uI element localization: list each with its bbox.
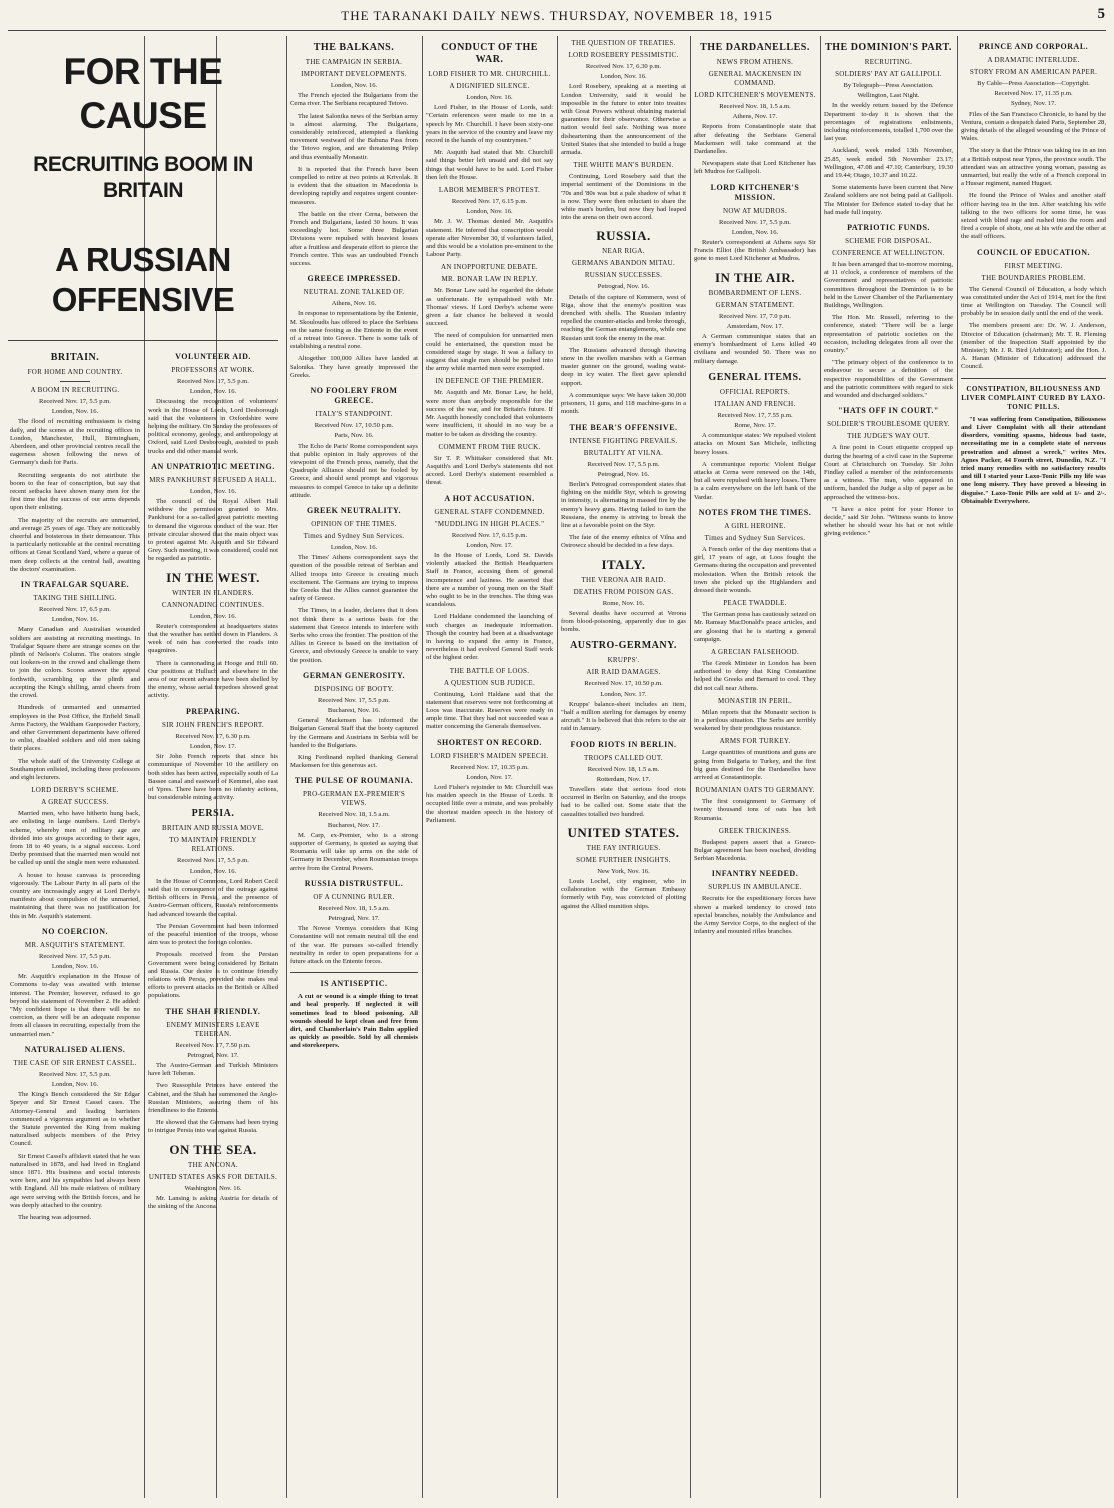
paragraph: Mr. Bonar Law said he regarded the debate as unfortunate. He sympathised with Mr. Thomas' views. If Lord Derby's scheme were given a fair chance he believed it would succeed. <box>426 287 553 328</box>
subheading: THE QUESTION OF TREATIES. <box>571 39 676 47</box>
subheading: THE CAMPAIGN IN SERBIA. <box>305 58 403 66</box>
paragraph: Auckland, week ended 13th November, 25.85, week ended 5th November 23.17; Wellington, 47.08 and 47.10; Canterbury, 19.30 and 19.44; Otago, 10.37 and 10.22. <box>824 147 953 180</box>
dateline: Received Nov. 18, 1.5 a.m. <box>318 904 390 912</box>
subheading: THE CASE OF SIR ERNEST CASSEL. <box>13 1058 137 1067</box>
paragraph: Sir John French reports that since his communique of November 10 the artillery on both sides has been active, especially south of La Bassee canal and eastward of Kemmel, also east of Ypres. There have been no infantry actions, but considerable mining activity. <box>148 753 278 802</box>
column-rule <box>557 36 558 1498</box>
heading: THE BEAR'S OFFENSIVE. <box>569 422 678 432</box>
subheading: FOR HOME AND COUNTRY. <box>27 368 123 376</box>
paragraph: It is reported that the French have been compelled to retire at two points at Krivolak. It is evident that the situation in Macedonia is developing rapidly and requires urgent counter-measures. <box>290 165 418 206</box>
subheading: A DIGNIFIED SILENCE. <box>449 82 530 90</box>
dateline: Rome, Nov. 17. <box>734 422 776 430</box>
paragraph: A communique states: We repulsed violent attacks on Mount San Michele, inflicting heavy losses. <box>694 432 816 456</box>
dateline: London, Nov. 17. <box>189 742 237 750</box>
dateline: London, Nov. 16. <box>189 388 237 396</box>
paragraph: Berlin's Petrograd correspondent states that fighting on the middle Styr, which is growing in intensity, is alternating in massed fire by the enemy's heavy guns. Having failed to turn the Russians, the enemy is striving to break the line at a favorable point on the Styr. <box>561 480 686 529</box>
subheading: ARMS FOR TURKEY. <box>719 737 791 746</box>
heading: NATURALISED ALIENS. <box>24 1044 126 1054</box>
paragraph: Mr. J. W. Thomas denied Mr. Asquith's statement. He inferred that conscription would operate after November 30, if volunteers failed, and this would be a violation pre-eminent to the Labour Party. <box>426 218 553 259</box>
subheading: A GIRL HEROINE. <box>724 521 786 530</box>
subheading: TAKING THE SHILLING. <box>33 594 117 603</box>
heading: SHORTEST ON RECORD. <box>437 737 542 747</box>
dateline: Received Nov. 17, 6.15 p.m. <box>451 531 528 539</box>
paragraph: The German press has cautiously seized on Mr. Ramsay MacDonald's peace articles, and are glossing that he is starting a general campaign. <box>694 611 816 643</box>
subheading: NEWS FROM ATHENS. <box>716 58 794 66</box>
paragraph: Budapest papers assert that a Graeco-Bulgar agreement has been reached, dividing Serbian Macedonia. <box>694 838 816 863</box>
subheading: SOLDIERS' PAY AT GALLIPOLI. <box>835 70 942 78</box>
subheading: FIRST MEETING. <box>1004 261 1063 270</box>
paragraph: Sir Ernest Cassel's affidavit stated that he was naturalised in 1878, and had lived in England since 1871. His business and social interests were here, and his sympathies had always been with England. All his male relatives of military age were serving with the British forces, and he was deeply attached to the country. <box>10 1152 140 1209</box>
subheading: SOLDIER'S TROUBLESOME QUERY. <box>827 420 950 429</box>
paragraph: M. Carp, ex-Premier, who is a strong supporter of Germany, is quoted as saying that Roumania will take up arms on the side of Germany in December, when Roumanian troops arrive from the Central Powers. <box>290 831 418 872</box>
dateline: Received Nov. 17, 5.5 p.m. <box>318 696 390 704</box>
dateline: Received Nov. 18, 1.5 a.m. <box>587 765 660 773</box>
heading: GERMAN GENEROSITY. <box>302 670 406 680</box>
dateline: Received Nov. 17, 6.30 p.m. <box>585 63 662 70</box>
paragraph: The first consignment to Germany of twenty thousand tons of oats has left Roumania. <box>694 798 816 822</box>
subheading: AIR RAID DAMAGES. <box>586 668 661 677</box>
dateline: Received Nov. 17, 11.35 p.m. <box>994 90 1073 98</box>
subheading: LORD ROSEBERY PESSIMISTIC. <box>568 51 679 59</box>
subheading: A BOOM IN RECRUITING. <box>30 386 120 394</box>
paragraph: In response to representations by the Entente, M. Skouloudis has offered to place the Serbians on the same footing as the Entente in the event of a retreat into Greece. There is some talk of establishing a neutral zone. <box>290 310 418 351</box>
dateline: Received Nov. 17, 5.5 p.m. <box>39 1070 111 1078</box>
dateline: London, Nov. 16. <box>330 82 378 89</box>
subheading: GERMAN STATEMENT. <box>715 300 795 309</box>
subheading: ROUMANIAN OATS TO GERMANY. <box>695 786 815 795</box>
dateline: Petrograd, Nov. 16. <box>597 470 650 478</box>
paragraph: The latest Salonika news of the Serbian army is almost alarming. The Bulgarians, considerably reinforced, attempted a flanking movement westward of the Babuna Pass from the Tetovo region, and are threatening Prilep and thus eventually Monastir. <box>290 112 418 161</box>
paragraph: The battle on the river Cerna, between the French and Bulgarians, lasted 30 hours. It was exceedingly hot. Some three Bulgarian Divisions were repulsed with heaviest losses after a fruitless and desperate effort to pierce the French centre. This was an undoubted French success. <box>290 210 418 268</box>
heading: GREEK NEUTRALITY. <box>306 505 401 515</box>
dateline: Rotterdam, Nov. 17. <box>596 775 651 783</box>
headline-recruiting-boom: RECRUITING BOOM IN BRITAIN <box>33 153 253 202</box>
paragraph: The majority of the recruits are unmarried, and average 25 years of age. They are noticeably cheerful and boisterous in their demeanour. This is particularly noticeable at the central recruiting offices at Great Scotland Yard, where a queue of men deep collects at the central hall, awaiting the doctors' examination. <box>10 516 140 573</box>
dateline: Athens, Nov. 16. <box>331 300 377 308</box>
dateline: Received Nov. 17, 6.15 p.m. <box>451 198 528 206</box>
dateline: Received Nov. 17, 5.5 p.m. <box>177 378 249 385</box>
column-rule <box>286 36 287 1498</box>
paragraph: A communique says: We have taken 30,000 prisoners, 11 guns, and 118 machine-guns in a month. <box>561 391 686 416</box>
dateline: Rome, Nov. 16. <box>602 599 645 607</box>
heading: PERSIA. <box>191 808 235 820</box>
subheading: BRUTALITY AT VILNA. <box>583 448 664 457</box>
subheading: SIR JOHN FRENCH'S REPORT. <box>162 720 264 729</box>
heading: THE PULSE OF ROUMANIA. <box>294 776 414 786</box>
dateline: Received Nov. 17, 7.55 p.m. <box>717 411 793 419</box>
dateline: London, Nov. 16. <box>51 408 99 416</box>
heading: AUSTRO-GERMANY. <box>570 640 677 652</box>
heading: PRINCE AND CORPORAL. <box>978 42 1089 51</box>
column-balkans <box>290 36 418 1498</box>
dateline: Bucharest, Nov. 16. <box>327 706 381 714</box>
dateline: Bucharest, Nov. 17. <box>327 821 381 829</box>
subheading: THE WHITE MAN'S BURDEN. <box>573 161 674 170</box>
heading: VOLUNTEER AID. <box>175 352 251 361</box>
paragraph: It has been arranged that to-morrow morning, at 11 o'clock, a conference of members of the Government and representatives of patriotic committees throughout the Dominion is to be held in the Lower Chamber of the Parliamentary Buildings, Wellington. <box>824 261 953 310</box>
dateline: Petrograd, Nov. 17. <box>328 915 380 923</box>
dateline: Received Nov. 17, 10.50 p.m. <box>314 422 394 430</box>
dateline: Amsterdam, Nov. 17. <box>726 322 784 330</box>
subheading: Times and Sydney Sun Services. <box>303 531 405 540</box>
heading: FOOD RIOTS IN BERLIN. <box>570 739 677 749</box>
paragraph: A fine point in Court etiquette cropped up during the hearing of a civil case in the Supreme Court at Christchurch on Tuesday. Sir John Findlay called a member of the reinforcements as a witness. The man, who appeared in uniform, handed the Judge a slip of paper as he approached the witness-box. <box>824 444 953 501</box>
subheading: BOMBARDMENT OF LENS. <box>708 288 802 297</box>
heading: NOTES FROM THE TIMES. <box>698 507 812 517</box>
paragraph: The council of the Royal Albert Hall withdrew the permission granted to Mrs. Pankhurst for a so-called great patriotic meeting to demand the vigorous conduct of the war. Her private circular showed that the main object was to protest against Mr. Asquith and Sir Edward Grey. Such meeting, it was considered, could not be regarded as patriotic. <box>148 498 278 563</box>
dateline: Received Nov. 17, 6.5 p.m. <box>39 606 111 614</box>
column-dardanelles <box>694 36 816 1498</box>
subheading: ENEMY MINISTERS LEAVE TEHERAN. <box>166 1020 260 1038</box>
subheading: RUSSIAN SUCCESSES. <box>584 271 663 280</box>
subheading: DISPOSING OF BOOTY. <box>314 684 394 693</box>
paragraph: Continuing, Lord Rosebery said that the imperial sentiment of the Dominions in the '70s and '80s was but a pale shadow of what it is now. They were then reluctant to share the white man's burden, but now they had leaped into the arena on their own accord. <box>561 173 686 222</box>
heading: ON THE SEA. <box>169 1141 257 1157</box>
paragraph: Altogether 100,000 Allies have landed at Salonika. They have greatly impressed the Greeks. <box>290 355 418 379</box>
advertisement: A cut or wound is a simple thing to treat and heal properly. If neglected it will sometimes lead to blood poisoning. All wounds should be kept clean and free from dirt, and Chamberlain's Pain Balm applied as quickly as possible. Sold by all chemists and storekeepers. <box>290 993 418 1050</box>
paragraph: The members present are: Dr. W. J. Anderson, Director of Education (chairman); Mr. T. R. Fleming (member of the Inspection Staff appointed by the Minister); Mr. J. R. Bird (Arbitrator); and the Hon. J. A. Hanan (Minister of Education) addressed the Council. <box>961 322 1106 371</box>
heading-britain: BRITAIN. <box>50 352 100 363</box>
paragraph: Lord Haldane condemned the launching of such charges as inadequate information. Though the country had been at a disadvantage in having to expand the army in France, nevertheless it had evolved General Staff work of the highest order. <box>426 613 553 662</box>
heading: THE SHAH FRIENDLY. <box>165 1006 261 1016</box>
paragraph: In the House of Commons, Lord Robert Cecil said that in consequence of the outrage against British officers in Persia, and the presence of Austro-German officers, Russia's reinforcements had advanced towards the capital. <box>148 877 278 918</box>
dateline: Received Nov. 17, 10.50 p.m. <box>584 680 663 688</box>
subheading: SURPLUS IN AMBULANCE. <box>708 883 802 892</box>
heading: IN THE AIR. <box>714 269 796 285</box>
dateline: London, Nov. 16. <box>189 487 237 495</box>
subheading: OF A CUNNING RULER. <box>313 892 395 901</box>
paragraph: In the House of Lords, Lord St. Davids violently attacked the British Headquarters Staff in France, accusing them of general incompetence and laziness. He asserted that there are a number of young men on the Staff who ought to be in the trenches. The thing was scandalous. <box>426 551 553 609</box>
lead-headlines <box>8 36 278 336</box>
subheading: ITALIAN AND FRENCH. <box>714 399 796 408</box>
heading: IN THE WEST. <box>166 569 260 585</box>
heading: RUSSIA. <box>596 228 651 244</box>
subheading: LORD KITCHENER'S MOVEMENTS. <box>694 91 816 99</box>
subheading: GENERAL STAFF CONDEMNED. <box>434 507 545 516</box>
subheading: THE JUDGE'S WAY OUT. <box>847 432 930 441</box>
heading: NO COERCION. <box>41 926 108 936</box>
paragraph: Mr. Lansing is asking Austria for details of the sinking of the Ancona. <box>148 1194 278 1210</box>
paragraph: The story is that the Prince was taking tea in an inn at a British outpost near Ypres, the province south. The attendant was an attractive young woman, passing as unmarried, but really the wife of a French corporal in a Hussar regiment, named Huguet. <box>961 147 1106 188</box>
subheading: RECRUITING. <box>864 58 913 66</box>
dateline: London, Nov. 16. <box>189 867 237 875</box>
subheading: KRUPPS'. <box>607 656 640 665</box>
column-rule <box>690 36 691 1498</box>
subheading: MR. BONAR LAW IN REPLY. <box>441 275 538 284</box>
subheading: WINTER IN FLANDERS. <box>172 588 254 597</box>
paragraph: The King's Bench considered the Sir Edgar Speyer and Sir Ernest Cassel cases. The Attorney-General and leading barristers commenced a vigorous argument as to whether the Statute prevented the King from making naturalised subjects members of the Privy Council. <box>10 1091 140 1148</box>
dateline: London, Nov. 16. <box>51 1081 99 1088</box>
headline-for-the-cause: FOR THE CAUSE <box>63 51 223 136</box>
paragraph: The hearing was adjourned. <box>18 1214 92 1222</box>
column-dominion <box>824 36 953 1498</box>
subheading: IN DEFENCE OF THE PREMIER. <box>435 377 544 386</box>
paragraph: The Novoe Vremya considers that King Constantine will not remain neutral till the end of the war. He pursues so-called friendly neutrality in order to open preparations for a future attack on the Entente forces. <box>290 925 418 966</box>
dateline: Received Nov. 18, 1.5 a.m. <box>719 103 791 110</box>
subheading: THE ANCONA. <box>188 1160 238 1169</box>
column-rule <box>820 36 821 1498</box>
paragraph: He found the Prince of Wales and another staff officer having tea in the inn. After watching his wife talking to the two officers for some time, he was seized with blind rage and rushed into the room and fired a couple of shots, one at his wife and the other at the staff officers. <box>961 192 1106 241</box>
subheading: NEUTRAL ZONE TALKED OF. <box>303 288 405 297</box>
subheading: THE VERONA AIR RAID. <box>581 575 666 584</box>
masthead-rule <box>8 30 1106 31</box>
subheading: A DRAMATIC INTERLUDE. <box>987 56 1080 64</box>
heading: THE BALKANS. <box>313 42 395 53</box>
paragraph: Krupps' balance-sheet includes an item, "half a million sterling for damages by enemy aircraft." It is believed that this refers to the air raid in January. <box>561 700 686 733</box>
paragraph: Several deaths have occurred at Verona from blood-poisoning, apparently due to gas bombs. <box>561 609 686 634</box>
subheading: "MUDDLING IN HIGH PLACES." <box>434 519 545 528</box>
dateline: Received Nov. 18, 1.5 a.m. <box>318 811 390 819</box>
dateline: Received Nov. 17, 5.5 p.m. <box>719 218 791 226</box>
paragraph: King Ferdinand replied thanking General Mackensen for this generous act. <box>290 753 418 770</box>
dateline: London, Nov. 16. <box>731 228 779 236</box>
subheading: OPINION OF THE TIMES. <box>311 519 397 528</box>
paragraph: Mr. Asquith and Mr. Bonar Law, he held, were more than anybody responsible for the success of the war, and for Britain's future. If Mr. Asquith honestly concluded that volunteers were insufficient, it should in no way be a matter to be taken as dividing the country. <box>426 389 553 438</box>
heading: GREECE IMPRESSED. <box>307 274 401 284</box>
column-britain <box>10 346 140 1498</box>
page-number: 5 <box>1097 6 1106 22</box>
paragraph: The flood of recruiting enthusiasm is rising daily, and the scenes at the recruiting offices in London, Manchester, Hull, Birmingham, Aberdeen, and other provincial centres recall the eagerness shown following the news of Germany's dash for Paris. <box>10 418 140 467</box>
heading: CONDUCT OF THE WAR. <box>441 42 538 65</box>
paragraph: "The primary object of the conference is to endeavour to secure a definition of the respective responsibilities of the Government and the patriotic committees with regard to sick and wounded and discharged soldiers." <box>824 359 953 400</box>
paragraph: Large quantities of munitions and guns are going from Bulgaria to Turkey, and the first big guns destined for the Dardanelles have arrived at Constantinople. <box>694 749 816 781</box>
paragraph: The Times, in a leader, declares that it does not think there is a serious basis for the statement that Greece intends to interfere with Serbs who cross the frontier. The position of the Allies in Greece is based on the invitation of Greece, and obviously Greece is unable to vary the position. <box>290 607 418 664</box>
paragraph: Lord Fisher, in the House of Lords, said: "Certain references were made to me in a speech by Mr. Churchill. I have been sixty-one years in the service of the country and leave my record in the hands of my countrymen." <box>426 104 553 145</box>
dateline: New York, Nov. 16. <box>597 867 650 875</box>
subheading: INTENSE FIGHTING PREVAILS. <box>569 436 678 445</box>
paragraph: Reuter's correspondent at Athens says Sir Francis Elliot (the British Ambassador) has gone to meet Lord Kitchener at Mudros. <box>694 239 816 263</box>
paragraph: The Echo de Paris' Rome correspondent says that public opinion in Italy approves of the viewpoint of the French press, namely, that the Quadruple Alliance should not be fooled by Greece, and should send prompt and vigorous measures to compel Greece to take up a definite attitude. <box>290 442 418 499</box>
heading: A HOT ACCUSATION. <box>444 493 535 503</box>
subheading: PRO-GERMAN EX-PREMIER'S VIEWS. <box>302 790 406 808</box>
paragraph: In the weekly return issued by the Defence Department to-day it is shown that the percentages of registrations enlistments, including reinforcements, totalled 1,700 over the last year. <box>824 102 953 143</box>
paragraph: Continuing, Lord Haldane said that the statement that reserves were not forthcoming at Loos was inaccurate. Reserves were ready in ample time. That they had not succeeded was a matter concerning the Generals themselves. <box>426 690 553 731</box>
paragraph: Married men, who have hitherto hung back, are enlisting in large numbers. Lord Derby's scheme, whereby men of military age are divided into six groups according to their ages, from 18 to 40 years, is a signal success. Lord Derby promised that the married men would not be called up until the single men were exhausted. <box>10 810 140 867</box>
dateline: Athens, Nov. 17. <box>732 113 778 121</box>
column-rule <box>422 36 423 1498</box>
subheading: LORD FISHER TO MR. CHURCHILL. <box>428 70 551 78</box>
paragraph: Files of the San Francisco Chronicle, to hand by the Ventura, contain a despatch dated Paris, September 28, giving details of the alleged wounding of the Prince of Wales. <box>961 110 1106 143</box>
masthead <box>8 8 1106 26</box>
subheading: TROOPS CALLED OUT. <box>584 753 663 762</box>
dateline: London, Nov. 17. <box>466 541 513 549</box>
subheading: AN INOPPORTUNE DEBATE. <box>441 263 538 272</box>
dateline: London, Nov. 16. <box>189 612 237 620</box>
subheading: SOME FURTHER INSIGHTS. <box>576 855 671 864</box>
paragraph: "I have a nice point for your Honor to decide," said Sir John. "Witness wants to know whether he should wear his hat or not while giving evidence." <box>824 505 953 538</box>
paragraph: A German communique states that an enemy's bombardment of Lens killed 49 civilians and wounded 50. There was no military damage. <box>694 333 816 365</box>
masthead-title: THE TARANAKI DAILY NEWS. THURSDAY, NOVEMBER 18, 1915 <box>341 8 773 23</box>
paragraph: Reuter's correspondent at headquarters states that the weather has settled down in Flanders. A week of rain has converted the roads into quagmires. <box>148 622 278 655</box>
paragraph: The need of compulsion for unmarried men could be entertained, the question must be considered stage by stage. It was a fallacy to suggest that single men should be pushed into the army while married men were exempted. <box>426 332 553 373</box>
dateline: London, Nov. 16. <box>466 94 513 101</box>
paragraph: Louis Lochel, city engineer, who in collaboration with the German Embassy formerly with Fay, was convicted of plotting against the Allied munition ships. <box>561 877 686 910</box>
subheading: STORY FROM AN AMERICAN PAPER. <box>969 68 1098 76</box>
subheading: ITALY'S STANDPOINT. <box>315 410 393 419</box>
heading: COUNCIL OF EDUCATION. <box>977 247 1090 257</box>
dateline: Paris, Nov. 16. <box>334 432 374 440</box>
dateline: By Cable—Press Association—Copyright. <box>977 80 1090 87</box>
paragraph: Recruits for the expeditionary forces have shown a marked tendency to crowd into special branches, notably the Ambulance and the Army Service Corps, to the neglect of the infantry and mounted rifles branches. <box>694 895 816 936</box>
column-rule <box>957 36 958 1498</box>
paragraph: Recruiting sergeants do not attribute the boom to the fear of conscription, but say that recent setbacks have shown many men for the first time that the success of our arms depends upon their enlisting. <box>10 471 140 512</box>
subheading: PROFESSORS AT WORK. <box>171 366 255 374</box>
subheading: GENERAL MACKENSEN IN COMMAND. <box>708 70 802 87</box>
paragraph: Sir T. P. Whittaker considered that Mr. Asquith's and Lord Derby's statements did not accord. Lord Derby's statement resembled a threat. <box>426 454 553 487</box>
paragraph: Travellers state that serious food riots occurred in Berlin on Saturday, and the troops had to be called out. Some state that the casualties totalled two hundred. <box>561 785 686 818</box>
heading: RUSSIA DISTRUSTFUL. <box>304 878 404 888</box>
lead-rule <box>8 340 278 341</box>
subheading: SCHEME FOR DISPOSAL. <box>845 237 932 246</box>
heading: INFANTRY NEEDED. <box>711 869 799 879</box>
subheading: LABOR MEMBER'S PROTEST. <box>438 186 541 195</box>
dateline: Wellington, Last Night. <box>857 92 920 100</box>
column-prince <box>961 36 1106 1498</box>
dateline: Received Nov. 17, 10.35 p.m. <box>450 763 529 771</box>
dateline: London, Nov. 16. <box>330 543 378 551</box>
dateline: Received Nov. 17, 7.0 p.m. <box>719 312 791 320</box>
heading: ITALY. <box>601 556 646 572</box>
subheading: NOW AT MUDROS. <box>722 206 788 215</box>
paragraph: General Mackensen has informed the Bulgarian General Staff that the booty captured by the Germans and Austrians in Serbia will be handed to the Bulgarians. <box>290 717 418 749</box>
paragraph: The General Council of Education, a body which was constituted under the Act of 1914, met for the first time at Wellington on Tuesday. The Council will probably be in session daily until the end of the week. <box>961 285 1106 318</box>
heading: IN TRAFALGAR SQUARE. <box>20 580 130 590</box>
subheading: Times and Sydney Sun Services. <box>704 533 806 542</box>
subheading: COMMENT FROM THE RUCK. <box>438 442 541 451</box>
heading: PATRIOTIC FUNDS. <box>847 223 930 233</box>
dateline: Petrograd, Nov. 16. <box>597 283 650 291</box>
dateline: London, Nov. 16. <box>466 208 513 216</box>
heading: PREPARING. <box>186 706 240 716</box>
subheading: BRITAIN AND RUSSIA MOVE. <box>162 824 264 833</box>
heading: NO FOOLERY FROM GREECE. <box>310 386 398 406</box>
paragraph: He showed that the Germans had been trying to intrigue Persia into war against Russia. <box>148 1119 278 1135</box>
subheading: MRS PANKHURST REFUSED A HALL. <box>149 475 277 484</box>
dateline: Sydney, Nov. 17. <box>1010 100 1057 108</box>
dateline: London, Nov. 17. <box>600 690 647 698</box>
paragraph: Mr. Asquith had stated that Mr. Churchill said things better left unsaid and did not say things that would have to be said. Lord Fisher then left the House. <box>426 149 553 181</box>
paragraph: The fate of the enemy ethnics of Vilna and Ostrowcz should be decided in a few days. <box>561 534 686 550</box>
paragraph: Newspapers state that Lord Kitchener has left Mudros for Gallipoli. <box>694 160 816 176</box>
dateline: London, Nov. 16. <box>51 962 99 970</box>
heading: THE DARDANELLES. <box>700 42 810 53</box>
paragraph: A house to house canvass is proceeding vigorously. The Labour Party in all parts of the country are increasingly angry at Lord Derby's manifesto about compulsion of the unmarried, maintaining that there was no justification for this in Mr. Asquith's statement. <box>10 871 140 920</box>
subheading: A GRECIAN FALSEHOOD. <box>710 647 800 656</box>
dateline: Received Nov. 17, 6.30 p.m. <box>175 732 251 740</box>
subheading: NEAR RIGA. <box>602 247 645 256</box>
paragraph: Two Russophile Princes have entered the Cabinet, and the Shah has summoned the Anglo-Russian Ministers, assuring them of his friendliness to the Entente. <box>148 1082 278 1114</box>
subheading: A GREAT SUCCESS. <box>41 798 109 807</box>
subheading: GERMANS ABANDON MITAU. <box>571 259 676 268</box>
paragraph: Hundreds of unmarried and unmarried employees in the Post Office, the Enfield Small Arms Factory, the Waltham Gunpowder Factory, and other Government departments have offered to enlist, disabled soldiers and old men taking their places. <box>10 704 140 753</box>
subheading: DEATHS FROM POISON GAS. <box>573 587 674 596</box>
paragraph: Details of the capture of Kemmern, west of Riga, show that the enemy's position was drenched with shells. The Russian infantry repelled the counter-attacks and broke through, reaching the German entanglements, while one Russian unit took the enemy in the rear. <box>561 293 686 342</box>
paragraph: Discussing the recognition of volunteers' work in the House of Lords, Lord Desborough said that the volunteers in Oxfordshire were helping the military. On Sunday the professors of political economy, geology, and anthropology at Oxford, said Lord Desborough, assisted to push trucks and did other manual work. <box>148 398 278 455</box>
paragraph: The Austro-German and Turkish Ministers have left Teheran. <box>148 1061 278 1078</box>
divider <box>60 381 90 382</box>
dateline: Received Nov. 17, 5.5 p.m. <box>177 857 249 865</box>
heading: IS ANTISEPTIC. <box>320 979 388 989</box>
heading: AN UNPATRIOTIC MEETING. <box>151 461 275 471</box>
paragraph: Reports from Constantinople state that after defeating the Serbians General Mackensen will take command at the Dardanelles. <box>694 123 816 156</box>
headline-russian-offensive: A RUSSIAN OFFENSIVE <box>51 241 235 318</box>
subheading: A QUESTION SUB JUDICE. <box>444 678 535 687</box>
subheading: THE FAY INTRIGUES. <box>586 843 661 852</box>
paragraph: The whole staff of the University College at Southampton enlisted, including three professors and eight lecturers. <box>10 757 140 781</box>
paragraph: Lord Fisher's rejoinder to Mr. Churchill was his maiden speech in the House of Lords. It occupied little over a minute, and was probably the shortest maiden speech in the history of Parliament. <box>426 783 553 824</box>
paragraph: The Russians advanced through thawing snow in the swollen marshes with a German master gunner on the ground, wading waist-deep in icy water. The fleet gave splendid support. <box>561 346 686 387</box>
subheading: THE BATTLE OF LOOS. <box>449 666 530 675</box>
column-treaties <box>561 36 686 1498</box>
subheading: CONFERENCE AT WELLINGTON. <box>832 249 945 258</box>
heading: LORD KITCHENER'S MISSION. <box>710 182 800 202</box>
dateline: Petrograd, Nov. 17. <box>187 1051 239 1059</box>
subheading: CANNONADING CONTINUES. <box>161 600 265 609</box>
dateline: London, Nov. 16. <box>51 616 99 624</box>
subheading: IMPORTANT DEVELOPMENTS. <box>301 70 407 78</box>
column-conduct-of-war <box>426 36 553 1498</box>
paragraph: The French ejected the Bulgarians from the Cerna river. The Serbians recaptured Tetovo. <box>290 92 418 108</box>
paragraph: There is cannonading at Hooge and Hill 60. Our positions at Hulluch and elsewhere in the area of our recent advance have been shelled by the enemy, whose aerial torpedoes showed great activity. <box>148 659 278 700</box>
paragraph: Some statements have been current that New Zealand soldiers are not being paid at Gallipoli. The Minister for Defence stated to-day that he had made full inquiry. <box>824 184 953 216</box>
advertisement: "I was suffering from Constipation, Biliousness and Liver Complaint with all their attendant disorders, vomiting spasms, hideous bad taste, necessitating me in a complete state of nervous prostration and almost a wreck," writes Mrs. Agnes Packer, 44 Fourth street, Dunedin, N.Z. "I tried many remedies with no satisfactory results and till I started your Laxo-Tonic Pills my life was one long misery. They have proved a blessing in disguise." Laxo-Tonic Pills are sold at 1/- and 2/-. Obtainable Everywhere. <box>961 415 1106 505</box>
paragraph: The Greek Minister in London has been authorised to deny that King Constantine helped the Greeks and Bernard to cool. They did not call near Athens. <box>694 659 816 692</box>
divider <box>961 378 1106 379</box>
subheading: LORD FISHER'S MAIDEN SPEECH. <box>430 751 549 760</box>
paragraph: Milan reports that the Monastir section is in a perilous situation. The Serbs are terribly weakened by their prodigious resistance. <box>694 708 816 733</box>
heading: CONSTIPATION, BILIOUSNESS AND LIVER COMPLAINT CURED BY LAXO-TONIC PILLS. <box>961 384 1106 411</box>
dateline: London, Nov. 17. <box>466 773 513 781</box>
paragraph: The Hon. Mr. Russell, referring to the conference, stated: "There will be a large representation of patriotic societies on the occasion, including delegates from all over the country." <box>824 314 953 355</box>
paragraph: The Persian Government had been informed of the peaceful intention of the troops, whose aim was to protect the foreign colonies. <box>148 922 278 947</box>
subheading: OFFICIAL REPORTS. <box>719 387 791 396</box>
dateline: London, Nov. 16. <box>600 73 647 81</box>
divider <box>290 972 418 973</box>
dateline: Washington, Nov. 16. <box>184 1184 242 1192</box>
paragraph: A communique reports: Violent Bulgar attacks at Cerna were renewed on the 14th, but all were repulsed with heavy losses. There is a calm everywhere on the left bank of the Vardar. <box>694 460 816 501</box>
paragraph: Mr. Asquith's explanation in the House of Commons to-day was awaited with intense interest. The Premier, however, refused to go beyond his statement of November 2. He added: "My confident hope is that there will be no coercion, as there will be an adequate response from all classes in recruiting, especially from the unmarried men." <box>10 973 140 1038</box>
paragraph: The Times' Athens correspondent says the question of the possible retreat of Serbian and Allied troops into Greece is creating much excitement. The Germans are trying to impress the Greeks that the Allies cannot guarantee the safety of Greece. <box>290 554 418 603</box>
dateline: Received Nov. 17, 5.5 p.m. <box>587 460 660 468</box>
subheading: MR. ASQUITH'S STATEMENT. <box>24 940 126 949</box>
subheading: LORD DERBY'S SCHEME. <box>31 786 119 795</box>
paragraph: Lord Rosebery, speaking at a meeting at London University, said it would be impossible in the future to enter into treaties with Great Powers without obtaining material guarantees for their observance. Otherwise a nation would feel safe. Nothing was more disheartening than the announcement of the United States that she intended to build a huge armada. <box>561 83 686 157</box>
dateline: Received Nov. 17, 7.50 p.m. <box>175 1041 251 1049</box>
subheading: UNITED STATES ASKS FOR DETAILS. <box>148 1172 278 1181</box>
paragraph: Many Canadian and Australian wounded soldiers are assisting at recruiting meetings. In Trafalgar Square there are strange scenes on the plinth of Nelson's Column. The orators single out lookers-on in the crowd and challenge them to join the colors. Scores answer the appeal forthwith, scrambling up the plinth and accepting the King's shilling, amid cheers from the crowd. <box>10 626 140 700</box>
subheading: GREEK TRICKINESS. <box>718 826 792 835</box>
subheading: PEACE TWADDLE. <box>723 599 787 608</box>
subheading: THE BOUNDARIES PROBLEM. <box>981 273 1086 282</box>
paragraph: A French order of the day mentions that a girl, 17 years of age, at Loos fought the Germans during the occupation and prevented molestation. When the British retook the town she picked up the Highlanders and dressed their wounds. <box>694 545 816 594</box>
subheading: MONASTIR IN PERIL. <box>717 696 793 705</box>
dateline: Received Nov. 17, 5.5 p.m. <box>39 952 111 960</box>
heading: THE DOMINION'S PART. <box>825 42 952 53</box>
dateline: Received Nov. 17, 5.5 p.m. <box>39 398 111 405</box>
heading: "HATS OFF IN COURT." <box>838 406 939 416</box>
heading: UNITED STATES. <box>567 824 680 840</box>
heading: GENERAL ITEMS. <box>708 371 802 383</box>
dateline: By Telegraph—Press Association. <box>843 82 934 89</box>
column-volunteer <box>148 346 278 1498</box>
subheading: TO MAINTAIN FRIENDLY RELATIONS. <box>169 836 257 854</box>
paragraph: Proposals received from the Persian Government were being considered by Britain and Russia. Our desire is to continue friendly relations with Persia, provided she makes real efforts to prevent attacks on the British or Allied populations. <box>148 951 278 1000</box>
